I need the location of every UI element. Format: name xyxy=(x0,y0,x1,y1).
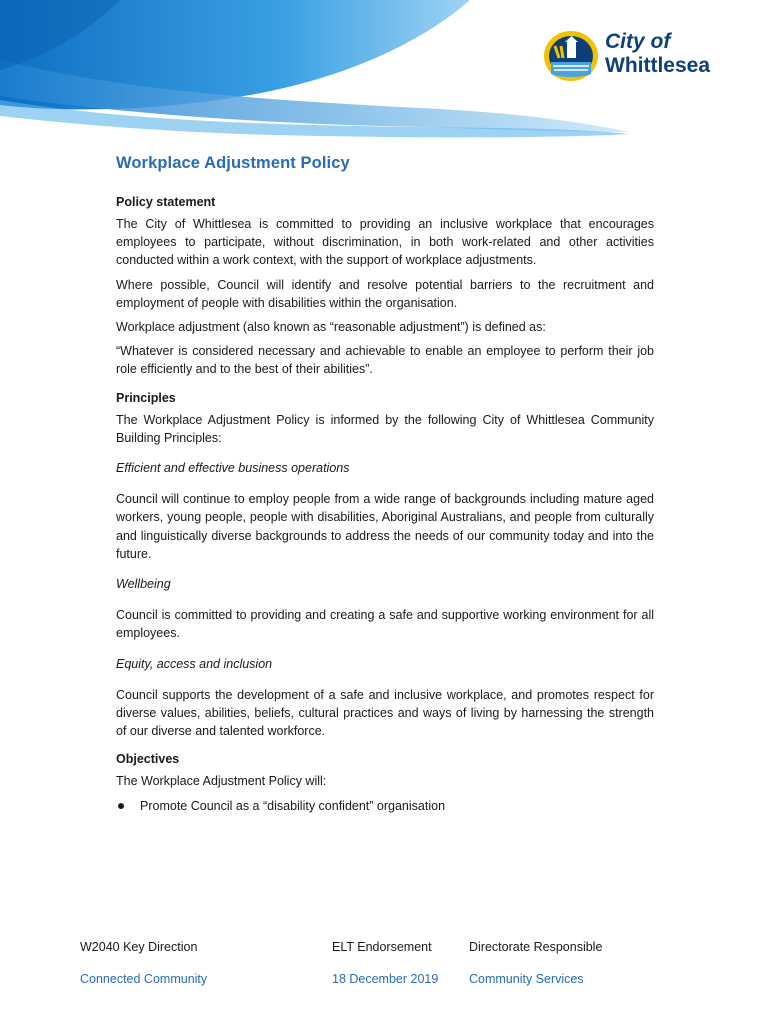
principle-2-text: Council is committed to providing and creating a safe and supportive working environment for all employees. xyxy=(116,608,654,641)
principle-1-text: Council will continue to employ people from a wide range of backgrounds including mature aged workers, young people, people with disabilities, Aboriginal Australians, and people from culturally and linguistically diverse backgrounds to address the needs of our community today and into the future. xyxy=(116,492,654,561)
policy-statement-paragraph-2: Where possible, Council will identify and resolve potential barriers to the recruitment and employment of people with disabilities within the organisation. xyxy=(116,277,654,310)
footer-directorate-label: Directorate Responsible xyxy=(469,940,603,954)
principle-2-subheading: Wellbeing xyxy=(116,577,171,592)
objectives-list xyxy=(116,797,654,815)
policy-statement-heading: Policy statement xyxy=(116,195,216,209)
principles-heading: Principles xyxy=(116,390,176,405)
policy-body xyxy=(116,154,654,815)
logo-emblem-icon xyxy=(541,28,601,84)
footer-key-direction xyxy=(80,940,207,986)
footer-directorate-value: Community Services xyxy=(469,972,584,986)
policy-statement-paragraph-4: “Whatever is considered necessary and achievable to enable an employee to perform their job role efficiently and to the best of their abilities”. xyxy=(116,344,654,377)
logo-wordmark xyxy=(605,30,710,78)
policy-statement-paragraph-3: Workplace adjustment (also known as “reasonable adjustment”) is defined as: xyxy=(116,320,546,335)
logo-line-1: City of xyxy=(605,30,671,53)
objective-item-1: Promote Council as a “disability confident” organisation xyxy=(116,797,654,815)
objectives-intro: The Workplace Adjustment Policy will: xyxy=(116,774,327,789)
document-title: Workplace Adjustment Policy xyxy=(116,154,350,172)
principle-3-subheading: Equity, access and inclusion xyxy=(116,656,273,671)
footer-direction-value: Connected Community xyxy=(80,972,208,986)
policy-statement-paragraph-1: The City of Whittlesea is committed to providing an inclusive workplace that encourages employees to participate, without discrimination, in both work-related and other activities conducted within a work context, with the support of workplace adjustments. xyxy=(116,217,654,268)
principle-1-subheading: Efficient and effective business operations xyxy=(116,461,350,476)
principle-3-text: Council supports the development of a safe and inclusive workplace, and promotes respect for diverse values, abilities, beliefs, cultural practices and ways of living by harnessing the strength of our diverse and talented workforce. xyxy=(116,687,654,739)
objectives-heading: Objectives xyxy=(116,752,180,767)
footer-endorsement xyxy=(332,940,438,986)
footer-directorate xyxy=(469,940,602,986)
city-of-whittlesea-logo xyxy=(541,28,731,84)
footer-direction-label: W2040 Key Direction xyxy=(80,940,198,954)
footer-endorsement-value: 18 December 2019 xyxy=(332,972,439,986)
footer-endorsement-label: ELT Endorsement xyxy=(332,940,432,954)
principles-intro: The Workplace Adjustment Policy is informed by the following City of Whittlesea Community Building Principles: xyxy=(116,412,654,445)
logo-line-2: Whittlesea xyxy=(605,54,711,77)
